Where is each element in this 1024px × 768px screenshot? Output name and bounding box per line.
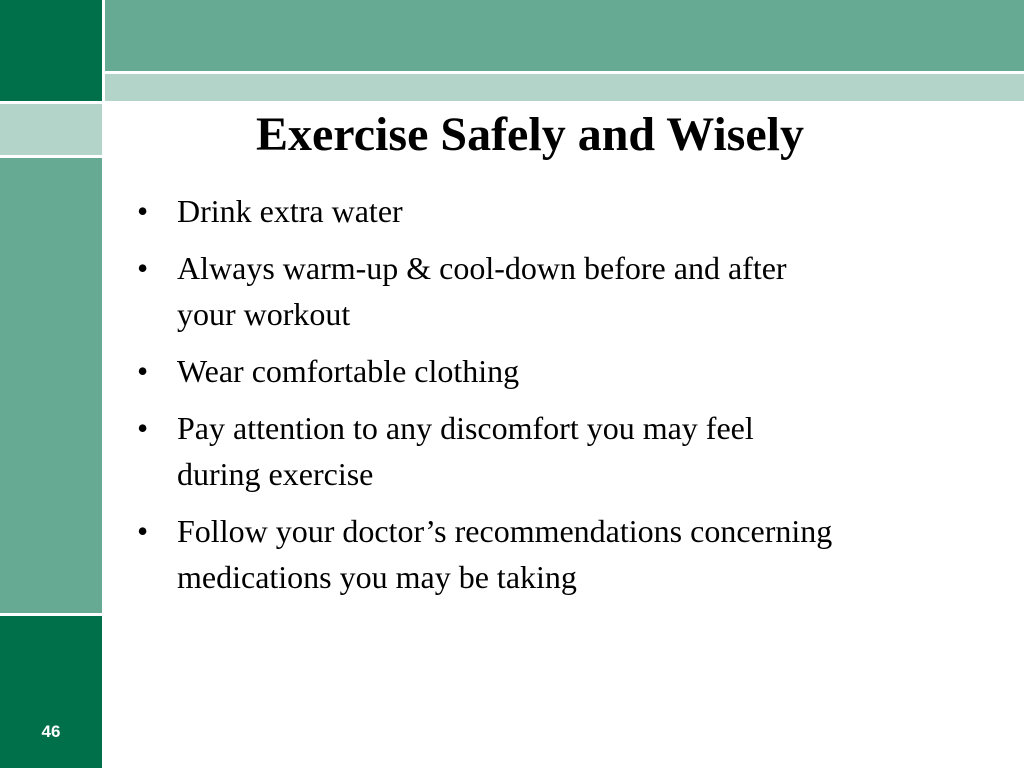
slide-title: Exercise Safely and Wisely	[255, 108, 804, 161]
bullet-text: Wear comfortable clothing	[177, 353, 520, 389]
header-light-band	[105, 74, 1024, 101]
bullet-text: Always warm-up & cool-down before and after your workout	[177, 250, 787, 332]
bullet-icon: •	[137, 513, 149, 549]
bullet-icon: •	[137, 353, 149, 389]
bullet-icon: •	[137, 193, 149, 229]
bullet-text: Follow your doctor’s recommendations concerning medications you may be taking	[177, 513, 833, 595]
list-item	[137, 188, 837, 234]
list-item	[137, 348, 837, 394]
list-item	[137, 405, 837, 497]
list-item	[137, 508, 837, 600]
sidebar-top-block	[0, 0, 102, 101]
list-item	[137, 245, 837, 337]
header-band	[105, 0, 1024, 71]
bullet-text: Drink extra water	[177, 193, 403, 229]
bullet-icon: •	[137, 250, 149, 286]
bullet-text: Pay attention to any discomfort you may feel during exercise	[177, 410, 754, 492]
sidebar-mid-block	[0, 158, 102, 613]
bullet-list	[137, 188, 837, 611]
page-number: 46	[41, 722, 61, 741]
bullet-icon: •	[137, 410, 149, 446]
sidebar-bottom-block	[0, 616, 102, 768]
sidebar-light-block	[0, 104, 102, 155]
